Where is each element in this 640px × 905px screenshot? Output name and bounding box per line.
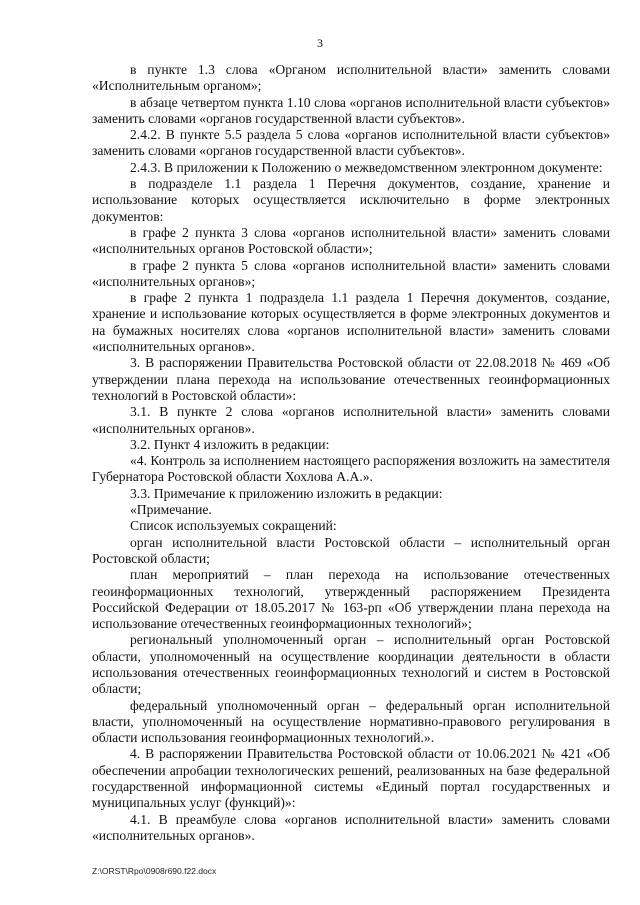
paragraph: региональный уполномоченный орган – исполнительный орган Ростовской области, уполномоченный на осуществление координации деятельности в области использования отечественных геоинформационных технологий и систем в Ростовской области; [92, 632, 610, 697]
paragraph: в графе 2 пункта 5 слова «органов исполнительной власти» заменить словами «исполнительных органов»; [92, 257, 610, 289]
paragraph: 3.1. В пункте 2 слова «органов исполнительной власти» заменить словами «исполнительных органов». [92, 404, 610, 436]
paragraph: 2.4.3. В приложении к Положению о межведомственном электронном документе: [130, 159, 603, 175]
paragraph: «Примечание. [130, 502, 212, 518]
paragraph: 4.1. В преамбуле слова «органов исполнительной власти» заменить словами «исполнительных органов». [92, 811, 610, 843]
paragraph: в пункте 1.3 слова «Органом исполнительной власти» заменить словами «Исполнительным органом»; [92, 62, 610, 94]
paragraph: Список используемых сокращений: [130, 518, 337, 534]
paragraph: 2.4.2. В пункте 5.5 раздела 5 слова «органов исполнительной власти субъектов» заменить словами «органов государственной власти субъектов». [92, 127, 610, 159]
paragraph: в абзаце четвертом пункта 1.10 слова «органов исполнительной власти субъектов» заменить словами «органов государственной власти субъектов». [92, 94, 610, 126]
paragraph: в графе 2 пункта 3 слова «органов исполнительной власти» заменить словами «исполнительных органов Ростовской области»; [92, 224, 610, 257]
paragraph: 3.2. Пункт 4 изложить в редакции: [130, 436, 330, 452]
paragraph: федеральный уполномоченный орган – федеральный орган исполнительной власти, уполномоченный на осуществление нормативно-правового регулирования в области использования геоинформационных технологий.». [92, 697, 610, 746]
document-body [92, 62, 610, 844]
paragraph: 3.3. Примечание к приложению изложить в редакции: [130, 485, 443, 501]
paragraph: орган исполнительной власти Ростовской области – исполнительный орган Ростовской области; [92, 534, 610, 566]
paragraph: 3. В распоряжении Правительства Ростовской области от 22.08.2018 № 469 «Об утверждении плана перехода на использование отечественных геоинформационных технологий в Ростовской области»: [92, 355, 610, 403]
paragraph: план мероприятий – план перехода на использование отечественных геоинформационных технологий, утвержденный распоряжением Президента Российской Федерации от 18.05.2017 № 163-рп «Об утверждении плана перехода на использование отечественных геоинформационных технологий»; [92, 567, 610, 632]
paragraph: «4. Контроль за исполнением настоящего распоряжения возложить на заместителя Губернатора Ростовской области Хохлова А.А.». [92, 453, 610, 485]
page-number: 3 [317, 36, 323, 50]
file-path-footer: Z:\ORST\Rpo\0908r690.f22.docx [92, 866, 217, 876]
paragraph: в подразделе 1.1 раздела 1 Перечня документов, создание, хранение и использование которых осуществляется исключительно в форме электронных документов: [92, 176, 610, 224]
paragraph: в графе 2 пункта 1 подраздела 1.1 раздела 1 Перечня документов, создание, хранение и использование которых осуществляется в форме электронных документов и на бумажных носителях слова «органов исполнительной власти» заменить словами «исполнительных органов». [92, 290, 610, 355]
paragraph: 4. В распоряжении Правительства Ростовской области от 10.06.2021 № 421 «Об обеспечении апробации технологических решений, реализованных на базе федеральной государственной информационной системы «Единый портал государственных и муниципальных услуг (функций)»: [92, 746, 610, 811]
